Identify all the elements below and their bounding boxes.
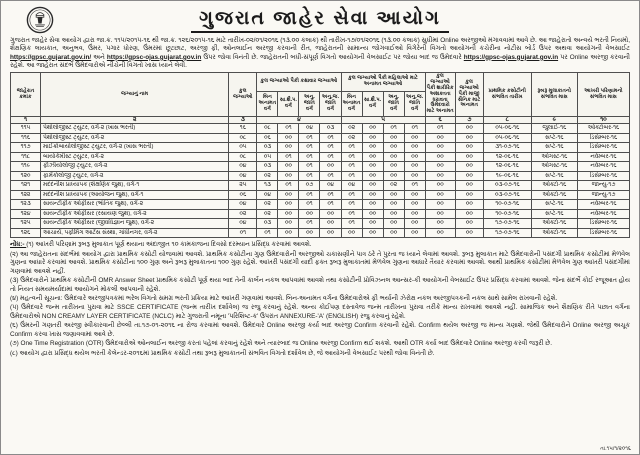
data-cell: ૧૭-૦૭-૧૬	[483, 219, 531, 228]
table-row	[11, 124, 630, 133]
data-cell: ૧૨૪	[11, 209, 41, 218]
data-cell: ૦૧	[320, 133, 341, 142]
data-cell: ૦૪	[229, 171, 257, 180]
data-cell: ૦૩	[257, 162, 278, 171]
header-advt-no: જાહેરાત ક્રમાંક	[11, 73, 41, 117]
data-cell: ડિસેમ્બર-૧૬	[577, 133, 629, 142]
data-cell: ૦૭	[299, 181, 320, 190]
data-cell: ૦૦	[404, 152, 425, 161]
data-cell: ૦૬	[257, 133, 278, 142]
data-cell: ૦૪	[320, 181, 341, 190]
data-cell: ૦૦	[425, 162, 455, 171]
col-number: ૭	[455, 117, 483, 124]
data-cell: ૦૦	[425, 143, 455, 152]
data-cell: ૦૦	[425, 228, 455, 237]
data-cell: ૦૦	[362, 200, 383, 209]
vacancy-table-header	[11, 73, 630, 124]
data-cell: સપ્ટે-૧૬	[531, 133, 577, 142]
data-cell: ૦૦	[404, 143, 425, 152]
data-cell: ૦૦	[425, 181, 455, 190]
data-cell: ૦૦	[455, 228, 483, 237]
vacancy-table-body	[11, 124, 630, 238]
header-group-women: કુલ જગ્યાઓ પૈકી મહિલાઓ માટે અનામત જગ્યાઓ	[341, 73, 425, 91]
data-cell: ૦૦	[383, 228, 404, 237]
data-cell: ૦૧	[299, 219, 320, 228]
note-item: (૬) ઉંમરની ગણતરી અરજી સ્વીકારવાની છેલ્લી તા.૧૭-૦૧-૨૦૧૬ ના રોજ કરવામાં આવશે. ઉમેદવારે Online અરજી કર્યા બાદ અરજી Confirm કરવાની રહેશે. Confirm થયેલ અરજી જ માન્ય ગણાશે. જેથી ઉમેદવારોને Online અરજી અચૂક Confirm કરવા ખાસ જણાવવામાં આવે છે.	[10, 322, 630, 338]
data-cell: ૦૦	[362, 162, 383, 171]
post-name-cell: સાયન્ટીફીક ઓફીસર (જીવવિજ્ઞાન જુથ), વર્ગ-૨	[41, 219, 229, 228]
data-cell: ૦૧	[341, 152, 362, 161]
data-cell: ૦૦	[455, 171, 483, 180]
data-cell: જુલાઈ-૧૬	[531, 124, 577, 133]
data-cell: ૦૩-૦૭-૧૬	[483, 181, 531, 190]
data-cell: ૦૦	[455, 209, 483, 218]
data-cell: નવેમ્બર-૧૬	[577, 152, 629, 161]
table-row	[11, 209, 630, 218]
data-cell: ૩૧-૦૭-૧૬	[483, 143, 531, 152]
footer-note: તા.૧૫/૧/૨૦૧૬	[600, 446, 631, 452]
data-cell: ૦૦	[278, 133, 299, 142]
ojas-apply-link[interactable]: https://gpsc-ojas.gujarat.gov.in	[463, 53, 559, 61]
data-cell: ૦૦	[383, 209, 404, 218]
data-cell: ૦૦	[404, 162, 425, 171]
post-name-cell: ફીઝીયોલોજી ટ્યુટર, વર્ગ-૨	[41, 162, 229, 171]
data-cell: ૦૦	[278, 162, 299, 171]
post-name-cell: પેથોલોજીસ્ટ ટ્યુટર, વર્ગ-૨	[41, 133, 229, 142]
data-cell: સપ્ટે-૧૬	[531, 171, 577, 180]
data-cell: ૦૧	[341, 190, 362, 199]
vacancy-table	[10, 72, 630, 238]
data-cell: ૧૦-૦૭-૧૬	[483, 200, 531, 209]
data-cell: ૧૧૯	[11, 162, 41, 171]
data-cell: ૦૦	[320, 219, 341, 228]
data-cell: ૦૫-૦૬-૧૬	[483, 133, 531, 142]
data-cell: ૦૮	[229, 133, 257, 142]
post-name-cell: બાયોકેમીસ્ટ ટ્યુટર, વર્ગ-૨	[41, 152, 229, 161]
data-cell: નવેમ્બર-૧૬	[577, 162, 629, 171]
notes-list	[10, 241, 630, 358]
data-cell: ઓક્ટો-૧૬	[531, 228, 577, 237]
note-item: (૭) One Time Registration (OTR) ઉમેદવારોએ ઓનલાઈન અરજી કરતાં પહેલાં કરવાનું રહેશે અને ત્યારબાદ જ Online અરજી Confirm થઈ શકશે. આથી OTR કર્યા બાદ ઉમેદવારે Online અરજી કરવી જરૂરી છે.	[10, 340, 553, 348]
data-cell: ૦૧	[320, 152, 341, 161]
data-cell: ૧૨૨	[11, 190, 41, 199]
page-title: ગુજરાત જાહેર સેવા આયોગ	[191, 8, 449, 33]
data-cell: ડિસેમ્બર-૧૬	[577, 143, 629, 152]
post-name-cell: પેથોલોજીસ્ટ ટ્યુટર, વર્ગ-૨ (ખાસ ભરતી)	[41, 124, 229, 133]
note-item: (૫) ઉમેદવારે જન્મ તારીખના પુરાવા માટે SSCE CERTIFICATE (જન્મ તારીખ દર્શાવેલ) જ રજુ કરવાનું રહેશે. અન્ય કોઈપણ દસ્તાવેજ જન્મ તારીખના પુરાવા તરીકે માન્ય રાખવામાં આવશે નહીં. સામાજિક અને શૈક્ષણિક રીતે પછાત વર્ગના ઉમેદવારોએ NON CREAMY LAYER CERTIFICATE (NCLC) માટે ગુજરાતી નમૂના 'પરિશિષ્ટ-ક' ઉપરાંત ANNEXURE-'A' (ENGLISH) રજુ કરવાનું રહેશે.	[10, 304, 630, 320]
data-cell: સપ્ટે-૧૬	[531, 209, 577, 218]
notes-heading: નોંધ:-	[10, 241, 27, 249]
intro-text-2: અને	[91, 53, 107, 61]
data-cell: ૧૨-૦૬-૧૬	[483, 152, 531, 161]
table-row	[11, 219, 630, 228]
data-cell: ડિસેમ્બર-૧૬	[577, 228, 629, 237]
table-row	[11, 152, 630, 161]
data-cell: ૧૨૧	[11, 181, 41, 190]
intro-text-3: ઉપર જોવા વિનંતી છે. જાહેરાતની બધી-સંપૂર્ણ વિગતો આયોગની વેબસાઈટ પર જોયા બાદ જ ઉમેદવારે	[201, 53, 464, 61]
data-cell: ૦૦	[404, 219, 425, 228]
data-cell: ૦૦	[404, 133, 425, 142]
data-cell: ૦૧	[299, 143, 320, 152]
data-cell: ૦૨	[257, 200, 278, 209]
data-cell: ૦૦	[278, 200, 299, 209]
data-cell: ઓક્ટો-૧૬	[531, 219, 577, 228]
col-number: ૧	[11, 117, 41, 124]
data-cell: ૦૦	[404, 200, 425, 209]
data-cell: ૦૦	[278, 228, 299, 237]
data-cell: ૦૧	[299, 190, 320, 199]
header-ex-serviceman: કુલ જગ્યાઓ પૈકી માજી સૈનિક માટે અનામત	[455, 73, 483, 117]
data-cell: ૧૩	[257, 181, 278, 190]
data-cell: ૦૦	[362, 143, 383, 152]
data-cell: ૦૦	[299, 209, 320, 218]
data-cell: ૧૨૫	[11, 219, 41, 228]
table-row	[11, 190, 630, 199]
data-cell: ૦૫	[229, 143, 257, 152]
post-name-cell: ફાર્મકોલોજી ટ્યુટર, વર્ગ-૨	[41, 171, 229, 180]
data-cell: ૦૦	[278, 219, 299, 228]
data-cell: ૦૧	[229, 228, 257, 237]
data-cell: ૦૦	[362, 228, 383, 237]
data-cell: ૦૦	[362, 124, 383, 133]
col-number: ૫	[341, 117, 425, 124]
table-row	[11, 181, 630, 190]
data-cell: ૦૧	[341, 200, 362, 209]
data-cell: ૦૦	[383, 152, 404, 161]
data-cell: ૦૦	[278, 190, 299, 199]
data-cell: ડિસેમ્બર-૧૬	[577, 171, 629, 180]
data-cell: ૦૧	[299, 200, 320, 209]
data-cell: ૦૦	[362, 171, 383, 180]
data-cell: ૦૧	[341, 219, 362, 228]
data-cell: ૦૦	[362, 209, 383, 218]
post-name-cell: મદદનીશ પ્રાધ્યાપક (આયોજન જુથ), વર્ગ-૧	[41, 190, 229, 199]
data-cell: ૦૦	[425, 133, 455, 142]
subheader-sc: અનુ. જાતિ વર્ગ	[299, 91, 320, 116]
subheader-sc-women: અનુ. જાતિ વર્ગ	[383, 91, 404, 116]
header-prelim-exam-date: પ્રાથમિક કસોટીની સંભવિત તારીખ	[483, 73, 531, 117]
col-number: ૩	[229, 117, 257, 124]
data-cell: ૦૧	[383, 124, 404, 133]
subheader-st: અનુ.જ. જાતિ વર્ગ	[320, 91, 341, 116]
data-cell: ૦૦	[320, 162, 341, 171]
table-row	[11, 162, 630, 171]
data-cell: ૦૧	[278, 124, 299, 133]
header-ph-reserved: કુલ જગ્યાઓ પૈકી શારીરિક અશક્તતા ધરાવતા ઉમેદવારો માટે અનામત	[425, 73, 455, 117]
data-cell: ૦૦	[362, 219, 383, 228]
data-cell: ૨૫	[229, 181, 257, 190]
data-cell: ૧૧૮	[11, 152, 41, 161]
gpsc-website-link[interactable]: https://gpsc.gujarat.gov.in/	[10, 53, 92, 61]
col-number: ૧૦	[577, 117, 629, 124]
data-cell: ૦૦	[278, 143, 299, 152]
table-row	[11, 133, 630, 142]
data-cell: ૦૩	[257, 143, 278, 152]
data-cell: ૦૦	[404, 228, 425, 237]
data-cell: ૦૧	[341, 162, 362, 171]
data-cell: ૦૦	[362, 181, 383, 190]
post-name-cell: આચાર્ય, પર્ફોર્મિંગ આર્ટસ સંસ્થા, ગાંધીનગર, વર્ગ-૨	[41, 228, 229, 237]
data-cell: ૦૦	[455, 219, 483, 228]
data-cell: ૧૨૬	[11, 228, 41, 237]
data-cell: ૦૦	[383, 190, 404, 199]
data-cell: ૦૦	[383, 200, 404, 209]
data-cell: ૦૩	[320, 124, 341, 133]
data-cell: ૦૪	[341, 181, 362, 190]
data-cell: ૧૨૦	[11, 171, 41, 180]
data-cell: ૦૦	[455, 190, 483, 199]
data-cell: ૦૧	[404, 124, 425, 133]
data-cell: ૦૧	[278, 181, 299, 190]
table-row	[11, 228, 630, 237]
data-cell: ૧૭-૦૭-૧૬	[483, 228, 531, 237]
data-cell: ૦૦	[383, 219, 404, 228]
data-cell: ૦૧	[299, 152, 320, 161]
data-cell: ૦૦	[455, 133, 483, 142]
table-row	[11, 143, 630, 152]
data-cell: ૧૬	[229, 124, 257, 133]
col-number: ૨	[41, 117, 229, 124]
table-row	[11, 171, 630, 180]
subheader-sebc: સા.શૈ.પ. વર્ગ	[278, 91, 299, 116]
data-cell: ૦૬	[229, 190, 257, 199]
data-cell: ૦૧	[299, 162, 320, 171]
data-cell: ૦૮	[229, 152, 257, 161]
data-cell: સપ્ટે-૧૬	[531, 200, 577, 209]
subheader-general-women: બિન અનામત વર્ગ	[341, 91, 362, 116]
data-cell: ૦૦	[383, 171, 404, 180]
note-item: નોંધ:- (૧) આખરી પરિણામ રૂબરૂ મુલાકાત પૂર્ણ થયાના અંદાજીત ૧૦ કામકાજના દિવસો દરમ્યાન પ્રસિદ્ધ કરવામાં આવશે.	[10, 241, 312, 249]
data-cell: ૦૦	[455, 181, 483, 190]
data-cell: ૦૧	[320, 143, 341, 152]
data-cell: ૦૦	[320, 209, 341, 218]
data-cell: ૦૧	[341, 171, 362, 180]
data-cell: ૦૨	[257, 209, 278, 218]
data-cell: ઓક્ટોબર-૧૬	[577, 124, 629, 133]
post-name-cell: મદદનીશ પ્રાધ્યાપક (શૈક્ષણિક જુથ), વર્ગ-૧	[41, 181, 229, 190]
intro-paragraph	[10, 37, 630, 70]
col-number: ૯	[531, 117, 577, 124]
data-cell: ૦૦	[404, 171, 425, 180]
data-cell: ૦૦	[383, 133, 404, 142]
data-cell: ૦૫-૦૬-૧૬	[483, 124, 531, 133]
header	[10, 5, 630, 35]
data-cell: ૦૦	[455, 124, 483, 133]
header-total-posts: કુલ જગ્યાઓ	[229, 73, 257, 117]
data-cell: ઓક્ટો-૧૬	[531, 181, 577, 190]
data-cell: ૦૪	[229, 162, 257, 171]
note-item: (૮) આયોગ દ્વારા પ્રસિદ્ધ થયેલ ભરતી કેલેન્ડર-૨૦૧૬માં પ્રાથમિક કસોટી તથા રૂબરૂ મુલાકાતની સંભવિત વિગતો દર્શાવેલ છે, જે આયોગની વેબસાઈટ પરથી જોવા વિનંતી છે.	[10, 349, 435, 357]
data-cell: નવેમ્બર-૧૬	[577, 200, 629, 209]
data-cell: ૦૨	[229, 209, 257, 218]
data-cell: ૦૧	[320, 200, 341, 209]
data-cell: ૦૦	[455, 162, 483, 171]
data-cell: ૦૦	[383, 143, 404, 152]
col-number: ૬	[425, 117, 455, 124]
note-item: (૩) ઉમેદવારોને પ્રાથમિક કસોટીની OMR Answer Sheet પ્રાથમિક કસોટી પૂર્ણ થયા બાદ તેની કાર્બન નકલ આપવામાં આવશે તથા કસોટીની પ્રોવિઝનલ આન્સર-કી આયોગની વેબસાઈટ ઉપર પ્રસિદ્ધ કરવામાં આવશે. જેના સંદર્ભે કોઈ રજૂઆત હોય તો નિયત સમયમર્યાદામાં આયોગને મોકલી આપવાની રહેશે.	[10, 277, 630, 293]
data-cell: સપ્ટે-૧૬	[531, 143, 577, 152]
data-cell: ઓગસ્ટ-૧૬	[531, 152, 577, 161]
data-cell: ઓગસ્ટ-૧૬	[531, 162, 577, 171]
data-cell: ૧૯-૦૬-૧૬	[483, 171, 531, 180]
subheader-sebc-women: સા.શૈ.પ. વર્ગ	[362, 91, 383, 116]
data-cell: ૦૧	[425, 124, 455, 133]
data-cell: ૦૦	[278, 209, 299, 218]
subheader-st-women: અનુ.જ. જાતિ વર્ગ	[404, 91, 425, 116]
data-cell: ૦૨	[257, 171, 278, 180]
data-cell: ૦૦	[455, 143, 483, 152]
data-cell: ૦૦	[404, 190, 425, 199]
notes-section	[10, 241, 630, 358]
data-cell: ૦૦	[278, 171, 299, 180]
data-cell: ઓક્ટો-૧૬	[531, 190, 577, 199]
data-cell: ૦૦	[299, 228, 320, 237]
data-cell: ૧૦-૦૭-૧૬	[483, 209, 531, 218]
data-cell: ૦૦	[404, 209, 425, 218]
data-cell: ૦૦	[455, 200, 483, 209]
data-cell: ૦૨	[341, 133, 362, 142]
header-interview-month: રૂબરૂ મુલાકાતનો સંભવિત માસ	[531, 73, 577, 117]
header-result-month: આખરી પરિણામનો સંભવિત માસ	[577, 73, 629, 117]
header-post-name: જગ્યાનું નામ	[41, 73, 229, 117]
data-cell: ૧૧૬	[11, 133, 41, 142]
data-cell: ૦૩-૦૭-૧૬	[483, 190, 531, 199]
data-cell: ૦૨	[383, 181, 404, 190]
data-cell: ૧૨-૦૬-૧૬	[483, 162, 531, 171]
data-cell: ૦૪	[229, 200, 257, 209]
post-name-cell: સાયન્ટીફીક ઓફીસર (ભૌતિક જુથ), વર્ગ-૨	[41, 200, 229, 209]
note-item: (૨) આ જાહેરાતના સંદર્ભમાં આયોગ દ્વારા પ્રાથમિક કસોટી યોજવામાં આવશે. પ્રાથમિક કસોટીના ગુણ ઉમેદવારોની અરજીઓ ચકાસણીને પાત્ર ઠરે તે પુરતા જ ધ્યાને લેવામાં આવશે. રૂબરૂ મુલાકાત માટે ઉમેદવારોની પસંદગી પ્રાથમિક કસોટીમાં મેળવેલ ગુણના આધારે કરવામાં આવશે. પ્રાથમિક કસોટીના ૧૦૦ ગુણ અને રૂબરૂ મુલાકાતના ૧૦૦ ગુણ રહેશે. આખરી પસંદગી યાદી ફક્ત રૂબરૂ મુલાકાતમાં મેળવેલ ગુણના આધારે તૈયાર કરવામાં આવશે. આથી પ્રાથમિક કસોટીમાં મેળવેલ ગુણ આખરી પસંદગીમાં ગણવામાં આવશે નહીં.	[10, 250, 630, 275]
data-cell: ૦૧	[320, 190, 341, 199]
data-cell: ૦૦	[362, 190, 383, 199]
data-cell: ૦૦	[362, 133, 383, 142]
data-cell: ૦૮	[257, 124, 278, 133]
data-cell: ૦૦	[320, 228, 341, 237]
intro-text-4: પર Online અરજી કરવાની રહેશે. આ જાહેરાત સંદર્ભે ઉમેદવારોએ નીચેની વિગતો ખાસ ધ્યાને લેવી.	[10, 53, 630, 69]
data-cell: ૦૦	[425, 209, 455, 218]
data-cell: ૦૨	[341, 124, 362, 133]
data-cell: ૦૦	[425, 200, 455, 209]
data-cell: ૦૧	[404, 181, 425, 190]
data-cell: ૧૧૫	[11, 124, 41, 133]
data-cell: ૦૧	[341, 143, 362, 152]
data-cell: ૦૦	[383, 162, 404, 171]
data-cell: ૦૧	[278, 152, 299, 161]
data-cell: ૦૩	[257, 219, 278, 228]
ojas-website-link[interactable]: https://gpsc-ojas.gujarat.gov.in	[106, 53, 202, 61]
data-cell: ૦૧	[299, 133, 320, 142]
data-cell: જાન્યુ-૧૭	[577, 181, 629, 190]
table-row	[11, 200, 630, 209]
data-cell: નવેમ્બર-૧૬	[577, 209, 629, 218]
data-cell: ૦૧	[341, 209, 362, 218]
header-group-category: કુલ જગ્યાઓ પૈકી કક્ષાવાર જગ્યાઓ	[257, 73, 341, 91]
col-number: ૪	[257, 117, 341, 124]
data-cell: ૦૦	[425, 219, 455, 228]
data-cell: ૧૨૩	[11, 200, 41, 209]
data-cell: જાન્યુ-૧૭	[577, 190, 629, 199]
data-cell: ૦૧	[257, 228, 278, 237]
data-cell: ૦૦	[425, 152, 455, 161]
gpsc-emblem-icon	[26, 6, 54, 34]
data-cell: ૦૧	[299, 171, 320, 180]
data-cell: ૦૪	[299, 124, 320, 133]
post-name-cell: સાયન્ટીફીક ઓફીસર (રસાયણ જુથ), વર્ગ-૨	[41, 209, 229, 218]
post-name-cell: માઈક્રોબાયોલોજીસ્ટ ટ્યુટર, વર્ગ-૨ (ખાસ ભરતી)	[41, 143, 229, 152]
data-cell: ૦૪	[229, 219, 257, 228]
note-item: (૪) મહત્વની સૂચના: ઉમેદવારે અરજીપત્રકમાં ભરેલ વિગતો સમગ્ર ભરતી પ્રક્રિયા માટે આખરી ગણવામાં આવશે. બિન-અનામત વર્ગના ઉમેદવારોએ ફી ભર્યાની ઝેરોક્ષ નકલ અરજીપત્રકની નકલ સાથે સામેલ રાખવાની રહેશે.	[10, 295, 558, 303]
data-cell: ૦૧	[320, 171, 341, 180]
data-cell: ૦૦	[362, 152, 383, 161]
data-cell: ૦૦	[425, 171, 455, 180]
intro-text-1: ગુજરાત જાહેર સેવા આયોગ દ્વારા જા.ક્ર. ૧૧૫/૨૦૧૫-૧૬ થી જા.ક્ર. ૧૨૬/૨૦૧૫-૧૬ માટે તારીખ-૦૨/૦૧/૨૦૧૬ (૧૩.૦૦ કલાક) થી તારીખ-૧૭/૦૧/૨૦૧૬ (૧૩.૦૦ કલાક) સુધીમાં Online અરજીઓ મંગાવવામાં આવે છે. આ જાહેરાતો અન્વયે ભરતી નિયમો, શૈક્ષણિક લાયકાત, અનુભવ, ઉંમર, પગાર ધોરણ, ઉંમરમાં છૂટછાટ, અરજી ફી, ઓનલાઈન અરજી કરવાની રીત, જાહેરાતની સામાન્ય જોગવાઈઓ વિગેરેની વિગતો આયોગની કચેરીના નોટીસ બોર્ડ ઉપર અથવા આયોગની વેબસાઈટ	[10, 37, 630, 53]
data-cell: ૦૦	[341, 228, 362, 237]
data-cell: ડિસેમ્બર-૧૬	[577, 219, 629, 228]
data-cell: ૦૦	[455, 152, 483, 161]
data-cell: ૧૧૭	[11, 143, 41, 152]
data-cell: ૦૫	[257, 152, 278, 161]
data-cell: ૦૦	[425, 190, 455, 199]
col-number: ૮	[483, 117, 531, 124]
data-cell: ૦૪	[257, 190, 278, 199]
subheader-general: બિન અનામત વર્ગ	[257, 91, 278, 116]
